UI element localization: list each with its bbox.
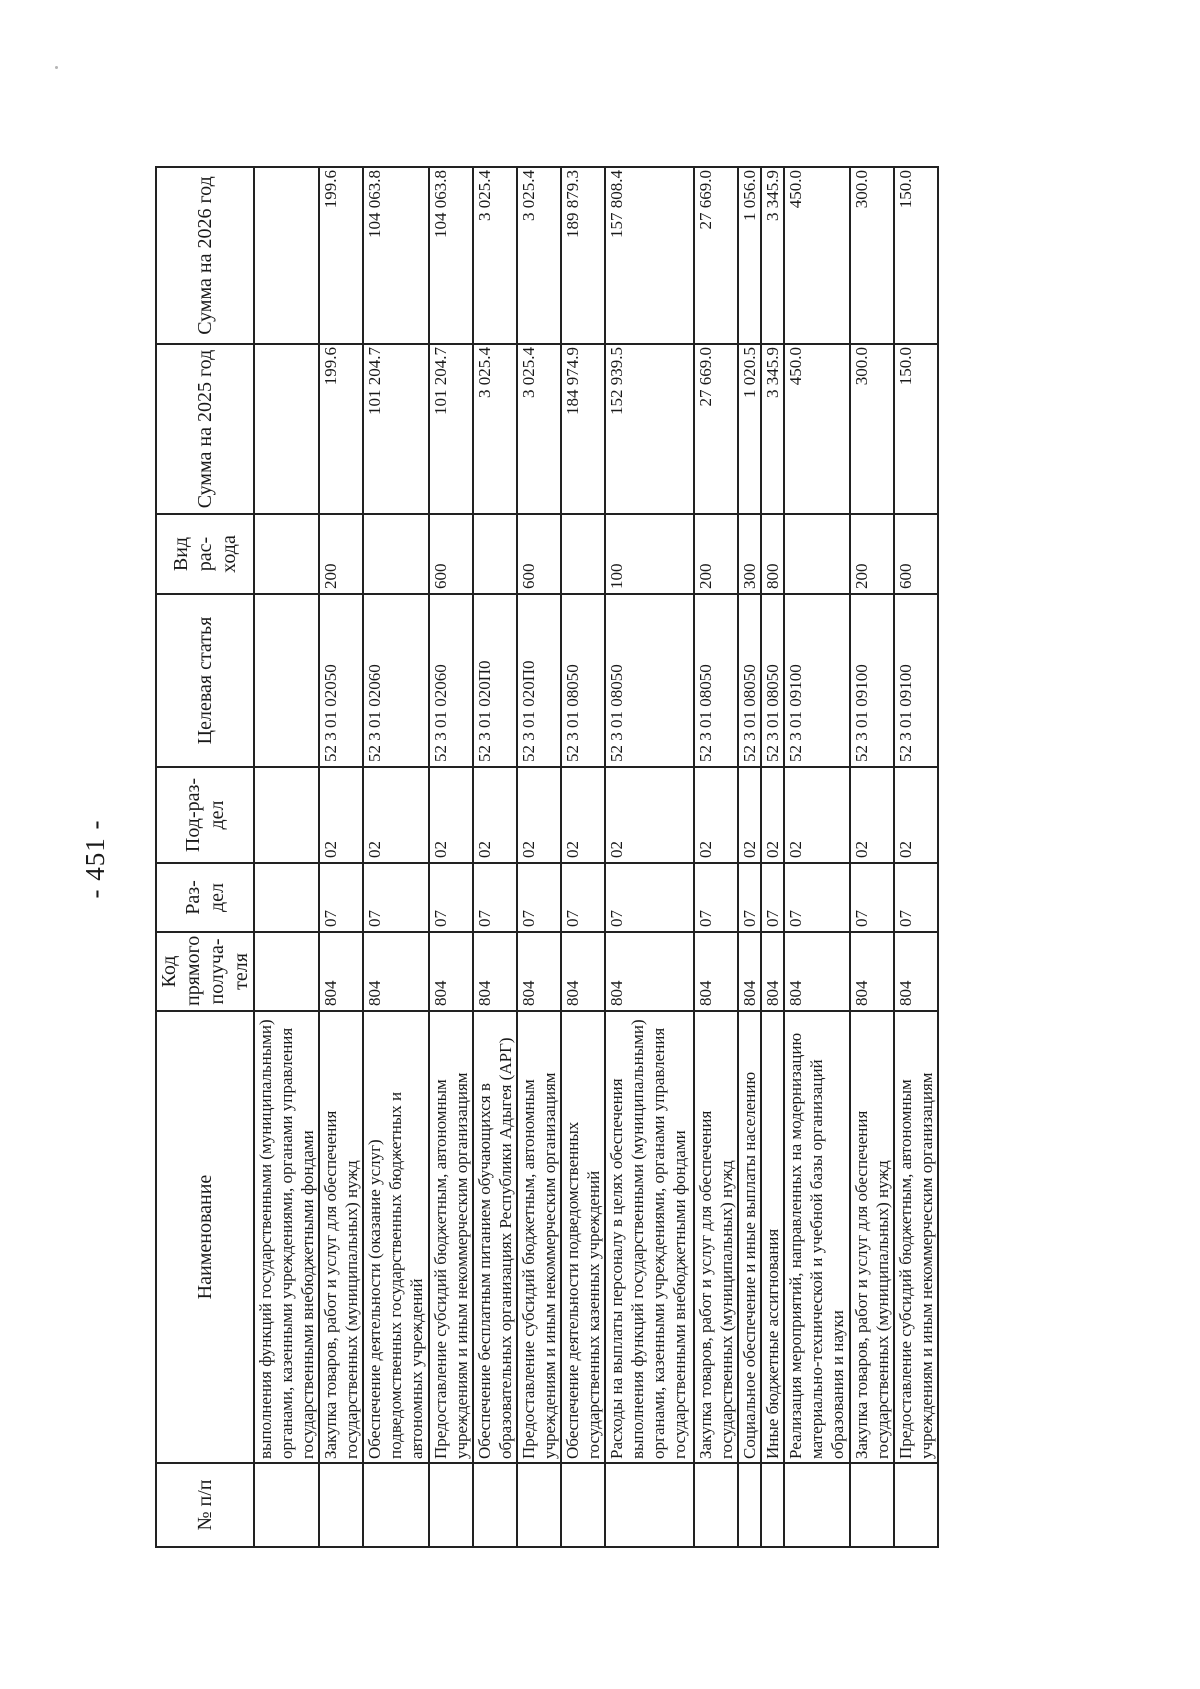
budget-table: [155, 166, 939, 1548]
row-expense-type: 100: [605, 514, 694, 594]
row-sum-2025: 27 669.0: [694, 344, 738, 514]
row-expense-type: [254, 514, 319, 594]
row-sum-2025: 300.0: [850, 344, 894, 514]
row-podrazdel: 02: [850, 767, 894, 863]
row-sum-2025: 199.6: [319, 344, 363, 514]
col-header-razdel: Раз-дел: [156, 863, 254, 932]
row-razdel: 07: [561, 863, 605, 932]
table-row: [605, 167, 694, 1547]
row-razdel: 07: [363, 863, 429, 932]
row-recipient-code: 804: [761, 932, 784, 1011]
table-row: [850, 167, 894, 1547]
table-row: [517, 167, 561, 1547]
row-number: [254, 1463, 319, 1547]
row-recipient-code: 804: [694, 932, 738, 1011]
row-name: Обеспечение деятельности (оказание услуг) подведомственных государственных бюджетных и автономных учреждений: [363, 1011, 429, 1463]
row-sum-2026: 189 879.3: [561, 167, 605, 344]
row-name: Реализация мероприятий, направленных на модернизацию материально-технической и учебной базы организаций образования и науки: [784, 1011, 850, 1463]
row-razdel: 07: [761, 863, 784, 932]
row-podrazdel: 02: [517, 767, 561, 863]
row-razdel: 07: [473, 863, 517, 932]
row-razdel: 07: [738, 863, 761, 932]
row-expense-type: [561, 514, 605, 594]
row-recipient-code: 804: [473, 932, 517, 1011]
row-sum-2026: 1 056.0: [738, 167, 761, 344]
row-razdel: 07: [429, 863, 473, 932]
row-number: [694, 1463, 738, 1547]
row-name: Обеспечение деятельности подведомственных государственных казенных учреждений: [561, 1011, 605, 1463]
row-recipient-code: 804: [319, 932, 363, 1011]
row-podrazdel: 02: [738, 767, 761, 863]
table-row: [561, 167, 605, 1547]
row-sum-2026: 3 025.4: [473, 167, 517, 344]
row-razdel: 07: [319, 863, 363, 932]
row-razdel: 07: [605, 863, 694, 932]
table-row: [473, 167, 517, 1547]
col-header-sum-2025: Сумма на 2025 год: [156, 344, 254, 514]
row-sum-2025: 1 020.5: [738, 344, 761, 514]
table-row: [429, 167, 473, 1547]
row-podrazdel: 02: [363, 767, 429, 863]
row-name: Закупка товаров, работ и услуг для обеспечения государственных (муниципальных) нужд: [694, 1011, 738, 1463]
row-recipient-code: 804: [363, 932, 429, 1011]
row-recipient-code: 804: [784, 932, 850, 1011]
row-recipient-code: 804: [850, 932, 894, 1011]
row-number: [761, 1463, 784, 1547]
row-target-article: 52 3 01 08050: [561, 594, 605, 767]
row-podrazdel: 02: [894, 767, 938, 863]
row-recipient-code: [254, 932, 319, 1011]
table-row: [363, 167, 429, 1547]
row-expense-type: 800: [761, 514, 784, 594]
row-expense-type: 600: [429, 514, 473, 594]
row-name: выполнения функций государственными (муниципальными) органами, казенными учреждениями, органами управления государственными внебюджетными фондами: [254, 1011, 319, 1463]
row-number: [363, 1463, 429, 1547]
row-podrazdel: 02: [761, 767, 784, 863]
table-row: [694, 167, 738, 1547]
row-sum-2026: 199.6: [319, 167, 363, 344]
row-sum-2025: 101 204.7: [429, 344, 473, 514]
row-expense-type: 200: [850, 514, 894, 594]
row-sum-2025: 450.0: [784, 344, 850, 514]
table-row: [738, 167, 761, 1547]
row-expense-type: 200: [694, 514, 738, 594]
row-number: [561, 1463, 605, 1547]
table-row: [319, 167, 363, 1547]
row-podrazdel: [254, 767, 319, 863]
table-row: [894, 167, 938, 1547]
row-expense-type: [363, 514, 429, 594]
row-name: Обеспечение бесплатным питанием обучающихся в образовательных организациях Республики Адыгея (АРГ): [473, 1011, 517, 1463]
row-target-article: 52 3 01 02050: [319, 594, 363, 767]
row-sum-2026: 150.0: [894, 167, 938, 344]
row-sum-2026: [254, 167, 319, 344]
row-sum-2026: 104 063.8: [363, 167, 429, 344]
row-podrazdel: 02: [429, 767, 473, 863]
row-razdel: [254, 863, 319, 932]
row-number: [894, 1463, 938, 1547]
row-number: [738, 1463, 761, 1547]
row-target-article: 52 3 01 09100: [894, 594, 938, 767]
row-sum-2025: 152 939.5: [605, 344, 694, 514]
row-podrazdel: 02: [694, 767, 738, 863]
row-sum-2026: 27 669.0: [694, 167, 738, 344]
row-name: Закупка товаров, работ и услуг для обеспечения государственных (муниципальных) нужд: [319, 1011, 363, 1463]
row-target-article: [254, 594, 319, 767]
row-expense-type: 600: [894, 514, 938, 594]
row-target-article: 52 3 01 08050: [738, 594, 761, 767]
row-podrazdel: 02: [561, 767, 605, 863]
row-sum-2025: 3 025.4: [517, 344, 561, 514]
row-sum-2026: 450.0: [784, 167, 850, 344]
row-target-article: 52 3 01 020П0: [517, 594, 561, 767]
row-expense-type: [784, 514, 850, 594]
row-podrazdel: 02: [605, 767, 694, 863]
row-expense-type: 600: [517, 514, 561, 594]
row-sum-2025: 3 025.4: [473, 344, 517, 514]
row-sum-2026: 3 345.9: [761, 167, 784, 344]
row-target-article: 52 3 01 08050: [694, 594, 738, 767]
row-razdel: 07: [694, 863, 738, 932]
row-recipient-code: 804: [738, 932, 761, 1011]
row-recipient-code: 804: [517, 932, 561, 1011]
row-number: [473, 1463, 517, 1547]
row-sum-2026: 300.0: [850, 167, 894, 344]
row-sum-2026: 3 025.4: [517, 167, 561, 344]
col-header-code: Код прямого получа-теля: [156, 932, 254, 1011]
row-target-article: 52 3 01 02060: [429, 594, 473, 767]
col-header-podrazdel: Под-раз-дел: [156, 767, 254, 863]
row-number: [429, 1463, 473, 1547]
table-row: [254, 167, 319, 1547]
row-expense-type: 200: [319, 514, 363, 594]
scan-speck: [55, 66, 58, 69]
row-recipient-code: 804: [894, 932, 938, 1011]
row-expense-type: 300: [738, 514, 761, 594]
row-name: Расходы на выплаты персоналу в целях обеспечения выполнения функций государственными (муниципальными) органами, казенными учреждениями, органами управления государственными внебюджетными фондами: [605, 1011, 694, 1463]
page-number: - 451 -: [80, 819, 110, 899]
col-header-sum-2026: Сумма на 2026 год: [156, 167, 254, 344]
row-sum-2025: 184 974.9: [561, 344, 605, 514]
row-expense-type: [473, 514, 517, 594]
row-razdel: 07: [784, 863, 850, 932]
col-header-num: № п/п: [156, 1463, 254, 1547]
table-row: [784, 167, 850, 1547]
row-number: [850, 1463, 894, 1547]
row-target-article: 52 3 01 09100: [784, 594, 850, 767]
row-recipient-code: 804: [561, 932, 605, 1011]
row-number: [517, 1463, 561, 1547]
row-name: Социальное обеспечение и иные выплаты населению: [738, 1011, 761, 1463]
row-sum-2025: 3 345.9: [761, 344, 784, 514]
row-target-article: 52 3 01 08050: [761, 594, 784, 767]
row-target-article: 52 3 01 08050: [605, 594, 694, 767]
row-name: Предоставление субсидий бюджетным, автономным учреждениям и иным некоммерческим организациям: [429, 1011, 473, 1463]
row-number: [319, 1463, 363, 1547]
row-target-article: 52 3 01 09100: [850, 594, 894, 767]
row-name: Предоставление субсидий бюджетным, автономным учреждениям и иным некоммерческим организациям: [517, 1011, 561, 1463]
table-row: [761, 167, 784, 1547]
row-sum-2025: 101 204.7: [363, 344, 429, 514]
row-target-article: 52 3 01 020П0: [473, 594, 517, 767]
row-sum-2025: 150.0: [894, 344, 938, 514]
row-sum-2026: 157 808.4: [605, 167, 694, 344]
row-target-article: 52 3 01 02060: [363, 594, 429, 767]
row-razdel: 07: [850, 863, 894, 932]
row-name: Предоставление субсидий бюджетным, автономным учреждениям и иным некоммерческим организациям: [894, 1011, 938, 1463]
row-recipient-code: 804: [429, 932, 473, 1011]
row-sum-2026: 104 063.8: [429, 167, 473, 344]
row-razdel: 07: [517, 863, 561, 932]
row-podrazdel: 02: [319, 767, 363, 863]
col-header-article: Целевая статья: [156, 594, 254, 767]
row-recipient-code: 804: [605, 932, 694, 1011]
col-header-vid: Вид рас-хода: [156, 514, 254, 594]
row-sum-2025: [254, 344, 319, 514]
row-podrazdel: 02: [784, 767, 850, 863]
col-header-name: Наименование: [156, 1011, 254, 1463]
row-number: [784, 1463, 850, 1547]
row-razdel: 07: [894, 863, 938, 932]
row-podrazdel: 02: [473, 767, 517, 863]
table-header-row: [156, 167, 254, 1547]
row-number: [605, 1463, 694, 1547]
row-name: Закупка товаров, работ и услуг для обеспечения государственных (муниципальных) нужд: [850, 1011, 894, 1463]
row-name: Иные бюджетные ассигнования: [761, 1011, 784, 1463]
